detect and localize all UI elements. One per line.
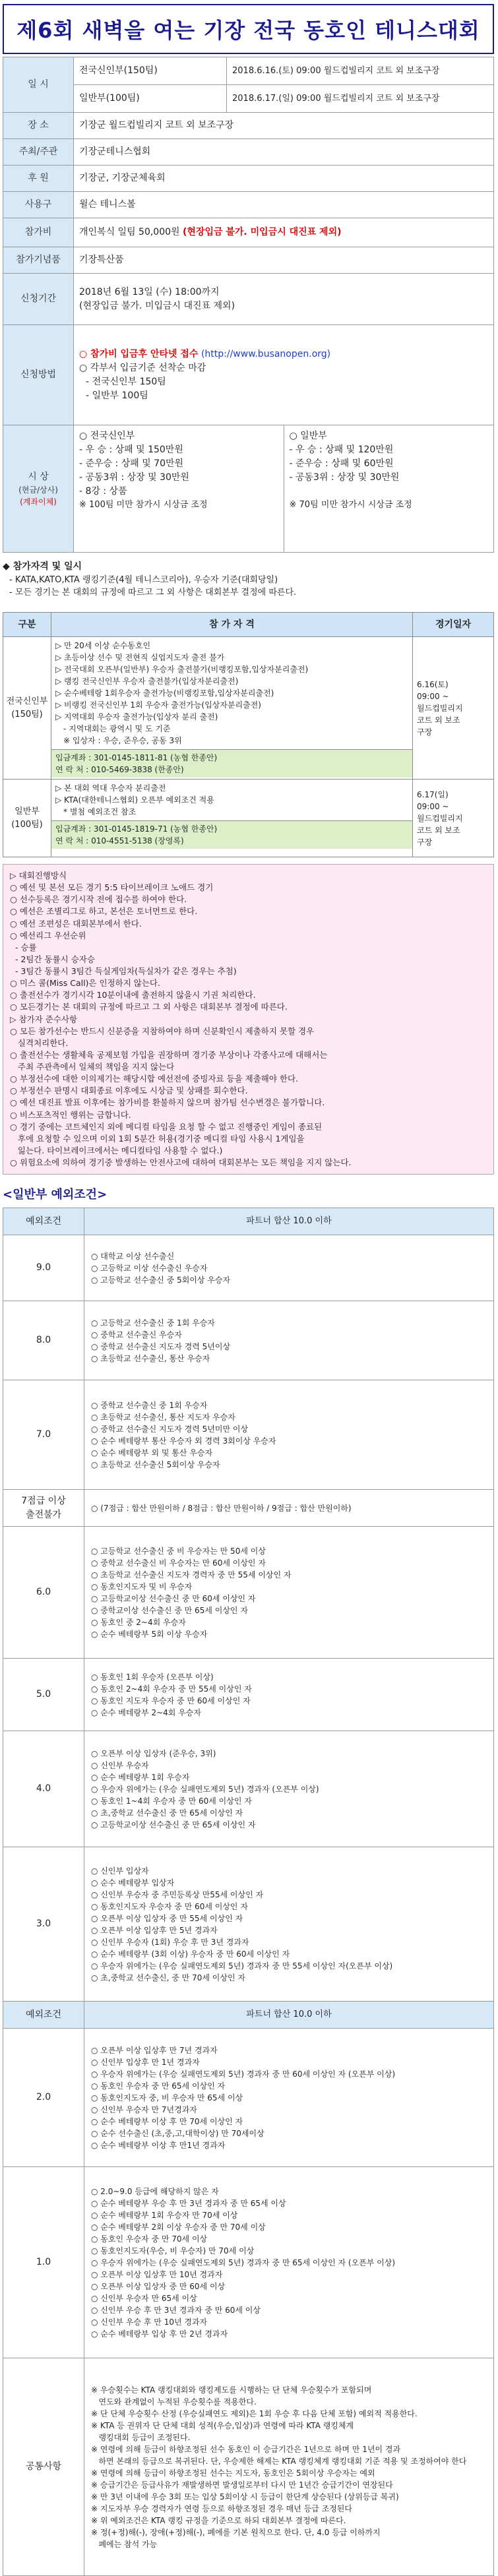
page-title: 제6회 새벽을 여는 기장 전국 동호인 테니스대회 [16,18,480,43]
exception-line: ○ 순수 베테랑부 2회 이상 우승자 중 만 70세 이상 [91,2222,266,2232]
exception-level: 예외조건 [3,2002,84,2029]
exception-row [3,1301,494,1380]
exception-line: 파트너 합산 10.0 이하 [246,2009,332,2020]
fee-amount: 개인복식 일팀 50,000원 [79,227,180,237]
exception-level: 7.0 [3,1380,84,1490]
rule-line: 잃는다. 타이브레이크에서는 메디컬타임 사용할 수 없다.) [10,1145,223,1155]
exception-line: ○ 순수 베테랑부 1회 우승자 [91,1772,190,1782]
schedule-detail-1: 2018.6.16.(토) 09:00 월드컵빌리지 코트 외 보조구장 [227,57,494,85]
exception-row [3,1490,494,1527]
exception-line: ○ 순수 베테랑부 (3회 이상) 우승자 중 만 60세 이상인 자 [91,1949,290,1959]
exception-line: ○ 대학교 이상 선수출신 [91,1251,175,1261]
exception-line: ※ 위 예외조건은 KTA 랭킹 규정을 기준으로 하되 대회본부 결정에 따른다. [91,2515,346,2525]
exception-line: ※ 우승횟수는 KTA 랭킹대회와 랭킹제도를 시행하는 단 단체 우승횟수가 포함되며 [91,2385,372,2395]
exceptions-header-left: 예외조건 [3,1208,84,1235]
exception-line: ○ 중학교 선수출신 지도자 경력 5년이상 [91,1341,231,1351]
method-link[interactable]: (http://www.busanopen.org) [201,348,331,359]
prize-label: 시 상 [28,471,49,482]
rookie-contact: 연 락 처 : 010-5469-3838 (한종안) [55,765,184,774]
rule-line: 후에 요청할 수 있으며 이외 1회 5분간 허용(경기중 메디컬 타임 사용시 1게임을 [10,1133,305,1144]
rule-line: ○ 선수등록은 경기시작 전에 접수를 하여야 한다. [10,894,187,905]
rule-line: ○ 미스 콜(Miss Call)은 인정하지 않는다. [10,978,160,989]
exception-row [3,1380,494,1490]
exception-level: 공통사항 [3,2358,84,2576]
rule-line: 실격처리한다. [10,1037,69,1048]
rule-line: - 2팀간 동률시 승자승 [10,954,95,964]
exception-line: ○ 고등학교 선수출신 중 5회이상 우승자 [91,1275,231,1285]
exception-line: ○ 동호인지도자 우승자 중 만 60세 이상인 자 [91,1901,248,1911]
exception-line: ○ 순수 베테랑부 통산 우승자 외 경력 3회이상 우승자 [91,1436,276,1446]
exception-conditions [84,1380,494,1490]
prize-value [74,425,494,553]
rule-line: ○ 부정선수 판명시 대회종료 이후에도 시상금 및 상패를 회수한다. [10,1086,248,1096]
exception-level: 2.0 [3,2029,84,2167]
general-account: 입금계좌 : 301-0145-1819-71 (농협 한종안) [55,824,218,834]
exception-line: ○ 동호인 1~4회 우승자 중 만 60세 이상인 자 [91,1796,252,1806]
date-general: 6.17(일) 09:00 ~ 월드컵빌리지 코트 외 보조 구장 [413,780,494,857]
title-banner [3,4,494,54]
rule-line: - 승률 [10,942,37,952]
exception-conditions [84,1731,494,1847]
notes-line-1: - KATA,KATO,KTA 랭킹기준(4월 테니스코리아), 우승자 기준(대회당일) [9,575,278,585]
exception-line: ○ 신인부 우승 후 만 10년 경과자 [91,2317,208,2327]
rule-line: ○ 경기 중에는 코트체인지 외에 메디컬 타임을 요청 할 수 없고 진행중인 게임이 종료된 [10,1121,323,1132]
exception-line: ※ 정(+정)해(-), 장애(+정)해(-), 폐에를 기본 원칙으로 한다. 단, 4.0 등급 이하까지 [91,2527,381,2537]
exception-line: 폐에는 참석 가능 [91,2539,158,2549]
rookie-payment [51,749,412,778]
exception-line: ○ 순수 베테랑부 입상자 [91,1878,175,1887]
qualification-notes [3,559,494,612]
exception-line: ○ 동호인지도자 및 비 우승자 [91,1581,193,1591]
rule-line: ○ 모든 참가선수는 반드시 신분증을 지참하여야 하며 신분확인시 제출하지 못할 경우 [10,1026,315,1036]
general-contact: 연 락 처 : 010-4551-5138 (장영록) [55,836,184,845]
exception-conditions [84,1527,494,1659]
exception-line: ○ 신인부 우승자 [91,1760,149,1770]
rule-line: ○ 부정선수에 대한 이의제기는 해당시합 예선전에 증빙자료 등을 제출해야 한다. [10,1074,299,1084]
notes-line-2: - 모든 경기는 본 대회의 규정에 따르고 그 외 사항은 대회본부 결정에 따른다. [9,588,297,598]
exception-conditions [84,1847,494,2002]
exception-line: 하면 본래의 등급으로 복귀된다. 단, 우승제한 해제는 KTA 랭킹체계 랭킹대회 기준 적용 및 조정하여야 한다 [91,2456,467,2466]
sponsor-label: 후 원 [3,166,74,192]
method-quota-1: - 전국신인부 150팀 [86,376,166,387]
rule-line: ○ 모든경기는 본 대회의 규정에 따르고 그 외 사항은 대회본부 결정에 따른다. [10,1002,288,1012]
division-general: 일반부 (100팀) [3,780,51,857]
exception-line: ○ 초등학교 선수출신 지도자 경력자 중 만 55세 이상인 자 [91,1570,292,1579]
exception-conditions [84,2358,494,2576]
method-label: 신청방법 [3,325,74,425]
exception-line: ○ 오픈부 이상 입상자 중 만 60세 이상 [91,2281,226,2291]
schedule-label: 일 시 [3,57,74,113]
exception-line: ※ 승급기간은 등급사유가 재발생하면 발생일로부터 다시 만 1년간 승급기간이 연장된다 [91,2480,393,2490]
exception-row [3,1731,494,1847]
rule-line: ○ 예선 및 본선 모든 경기 5:5 타이브레이크 노애드 경기 [10,882,214,893]
exception-level: 6.0 [3,1527,84,1659]
exception-line: ○ 동호인 1회 우승자 (오픈부 이상) [91,1672,214,1682]
exception-line: ○ 고등학교이상 선수출신 중 만 65세 이상인 자 [91,1820,256,1829]
exception-line: ○ 중학교 선수출신 중 1회 우승자 [91,1400,208,1410]
method-value [74,325,494,425]
rules-box [3,864,494,1175]
rule-line: ○ 출전선수는 생활체육 공제보험 가입을 권장하며 경기중 부상이나 각종사고에 대해서는 [10,1049,328,1060]
exception-conditions [84,1301,494,1380]
exception-line: ○ 순수 베테랑부 외 및 통산 우승자 [91,1448,213,1457]
venue-label: 장 소 [3,113,74,139]
exception-conditions [84,2167,494,2358]
exception-level: 3.0 [3,1847,84,2002]
host-label: 주최/주관 [3,139,74,166]
rule-line: 주최 주관측에서 일체의 책임을 지지 않는다 [10,1062,175,1072]
exception-line: ○ 오픈부 이상 입상후 만 10년 경과자 [91,2269,223,2279]
exception-line: ○ 동호인 우승자 중 만 65세 이상인 자 [91,2081,226,2091]
exception-line: ○ 동호인 중 2~4회 우승자 [91,1617,186,1627]
exception-line: ○ 초등학교 선수출신, 통산 지도자 우승자 [91,1412,235,1422]
exception-row [3,2002,494,2029]
exception-row [3,2358,494,2576]
rule-line: ○ 예선 대진표 발표 이후에는 참가비를 환불하지 않으며 참가팀 선수변경은 불가합니다. [10,1097,325,1108]
general-payment [51,820,412,849]
exception-line: ○ 우승자 위에가는 (우승 실패연도제외 5년) 경과자 중 만 65세 이상인 자 (오픈부 이상) [91,2257,396,2267]
fee-warning: (현장입금 불가. 미입금시 대진표 제외) [183,227,342,237]
rule-line: ▷ 참가자 준수사항 [10,1014,78,1024]
exception-line: ※ 만 3년 이내에 우승 3회 또는 입상 5회이상 시 등급이 한단계 상승된다 (상위등급 복귀) [91,2492,399,2501]
prize-label-sub: (현금/상사) [18,485,58,495]
exception-row [3,1235,494,1301]
exception-line: ○ 신인부 우승자 만 7년경과자 [91,2104,197,2114]
period-deadline: 2018년 6월 13일 (수) 18:00까지 [79,286,220,297]
rule-line: ○ 출전선수가 경기시각 10분이내에 출전하지 않을시 기권 처리한다. [10,990,256,1000]
period-note: (현장입금 불가. 미입금시 대진표 제외) [79,300,235,311]
exception-line: ○ 오픈부 이상 입상후 만 7년 경과자 [91,2045,218,2055]
exception-level: 9.0 [3,1235,84,1301]
rule-line: ○ 예선은 조별리그로 하고, 본선은 토너먼트로 한다. [10,906,198,917]
exception-conditions [84,2029,494,2167]
rule-line: ▷ 대회진행방식 [10,871,67,880]
info-table [3,57,494,553]
exception-line: ○ 동호인 우승자 중 만 70세 이상 [91,2234,208,2244]
exception-line: ○ 초등학교 선수출신 5회이상 우승자 [91,1459,220,1469]
exception-line: ○ 동호인 지도자 우승자 중 만 60세 이상인 자 [91,1696,251,1705]
ball-label: 사용구 [3,192,74,218]
exception-line: ○ 순수 베테랑부 2~4회 우승자 [91,1707,201,1717]
exception-line: ○ 순수 베테랑부 1회 우승자 만 70세 이상 [91,2210,238,2220]
exception-level: 5.0 [3,1659,84,1731]
participation-table [3,612,494,857]
col-division: 구분 [3,613,51,637]
rule-line: - 3팀간 동률시 3팀간 득실게임차(득실차가 같은 경우는 추첨) [10,966,237,976]
gift-value: 기장특산품 [74,247,494,274]
exception-row [3,1659,494,1731]
exception-line: ○ 우승자 위에가는 (우승 실패연도제외 5년) 경과자 중 만 60세 이상인 자 (오픈부 이상) [91,2069,396,2079]
document-sheet [3,4,494,2576]
exception-line: ○ 중학교 선수출신 지도자 경력 5년미만 이상 [91,1424,249,1434]
exception-line: ○ 신인부 우승자 (1회) 우승 후 만 3년 경과자 [91,1937,249,1947]
exception-level: 8.0 [3,1301,84,1380]
exception-line: ○ 초등학교 선수출신, 통산 우승자 [91,1353,210,1363]
exceptions-title: <일반부 예외조건> [3,1188,108,1202]
exception-line: ○ 순수 베테랑부 5회 이상 우승자 [91,1629,208,1639]
exception-line: ○ 순수 베테랑부 이상 후 만 70세 이상인 자 [91,2116,243,2126]
exception-line: ○ 신인부 입상자 [91,1866,149,1876]
rule-line: ○ 비스포츠적인 행위는 금합니다. [10,1109,131,1120]
date-rookie: 6.16(토) 09:00 ~ 월드컵빌리지 코트 외 보조 구장 [413,637,494,780]
exception-line: ○ 신인부 입상후 만 1년 경과자 [91,2057,200,2067]
exception-line: ○ 순수 베테랑부 우승 후 만 3년 경과자 중 만 65세 이상 [91,2198,286,2208]
exception-line: ※ 연령에 의해 등급이 하향조정된 선수 동호인 이 승급기간은 1년으로 하며 만 1년이 경과 [91,2444,401,2454]
exceptions-header-right: 파트너 합산 10.0 이하 [84,1208,494,1235]
exception-row [3,2167,494,2358]
exception-line: ○ 신인부 우승 후 만 3년 경과자 중 만 60세 이상 [91,2305,261,2315]
exception-line: ※ 지도자부 우승 경력자가 연령 등으로 하향조정된 경우 매년 등급 조정된다 [91,2503,352,2513]
exception-line: ○ 고등학교 이상 선수출신 우승자 [91,1263,208,1273]
exception-line: ○ 중학교 선수출신 비 우승자는 만 60세 이상인 자 [91,1558,266,1568]
exception-conditions [84,1235,494,1301]
exception-line: ○ 우승자 위에가는 (우승 실패연도제외 5년) 경과자 중 만 55세 이상인 자(오픈부 이상) [91,1961,393,1971]
schedule-detail-2: 2018.6.17.(일) 09:00 월드컵빌리지 코트 외 보조구장 [227,85,494,113]
qualification-general: ▷ 본 대회 역대 우승자 분리출전 ▷ KTA(대한테니스협회) 오픈부 예외조건 적용 * 별첨 예외조건 참조 입금계좌 : 301-0145-1819-71 (농협 한종안) 연 락 처 : 010-4551-5138 (장영록) [51,780,413,857]
exception-line: ○ 순수 베테랑부 이상 후 만1년 경과자 [91,2140,226,2150]
gift-label: 참가기념품 [3,247,74,274]
exception-line: 랭킹대회 등급이 조정된다. [91,2432,191,2442]
exception-row [3,2029,494,2167]
exception-line: ○ 동호인지도자 중, 비 우승자 만 65세 이상 [91,2093,243,2102]
period-label: 신청기간 [3,274,74,325]
exception-line: ○ 순수 선수출신 (초,중,고,대학이상) 만 70세이상 [91,2128,265,2138]
exception-row [3,1847,494,2002]
col-qualification: 참 가 자 격 [51,613,413,637]
exception-conditions [84,1659,494,1731]
prize-label-transfer: (계좌이체) [20,497,57,506]
exception-line: ○ 동호인지도자(우승, 비 우승자) 만 70세 이상 [91,2246,255,2255]
ball-value: 윌슨 테니스볼 [74,192,494,218]
exception-line: ○ 오픈부 이상 입상자 (준우승, 3위) [91,1748,216,1758]
notes-heading: ◆ 참가자격 및 일시 [3,561,82,572]
exception-line: ○ 고등학교 선수출신 중 1회 우승자 [91,1318,215,1328]
rule-line: ○ 예선 조편성은 대회본부에서 한다. [10,918,142,929]
method-rule: ○ 각부서 입금기준 선착순 마감 [79,362,206,373]
exception-line: ※ 연령에 의해 등급이 하향조정된 선수는 지도자, 동호인은 5회이상 우승자는 예외 [91,2468,375,2478]
exception-line: ○ 동호인 2~4회 우승자 중 만 55세 이상인 자 [91,1684,252,1694]
exceptions-table [3,1208,494,2576]
qualification-rookie: ▷ 만 20세 이상 순수동호인 ▷ 초등이상 선수 및 전현직 실업지도자 출전 불가 ▷ 전국대회 오픈부(일반부) 우승자 출전불가(비랭킹포함,입상자분리출전) ▷ 랭킹 전국신인부 우승자 출전불가(입상자분리출전) ▷ 순수베테랑 1회우승자 출전가능(비랭킹포함,입상자분리출전) ▷ 비랭킹 전국신인부 1회 우승자 출전가능(입상자분리출전) ▷ 지역대회 우승자 출전가능(입상자 분리 출전) - 지역대회는 광역시 및 도 기준 ※ 입상자 : 우승, 준우승, 공동 3위 입금계좌 : 301-0145-1811-81 (농협 한종안) 연 락 처 : 010-5469-3838 (한종안) [51,637,413,780]
venue-value: 기장군 월드컵빌리지 코트 외 보조구장 [74,113,494,139]
rule-line: ○ 예선리그 우선순위 [10,930,86,940]
fee-value [74,218,494,247]
exception-line: ○ (7점급 : 합산 만원이하 / 8점급 : 합산 만원이하 / 9점급 : 합산 만원이하) [91,1503,352,1513]
exception-line: ○ 신인부 우승자 중 주민등록상 만55세 이상인 자 [91,1889,264,1899]
exception-line: ○ 순수 베테랑부 입상 후 만 2년 경과자 [91,2329,228,2339]
schedule-division-1: 전국신인부(150팀) [74,57,227,85]
exception-level: 7점급 이상 출전불가 [3,1490,84,1527]
exception-conditions [84,2002,494,2029]
exception-line: ○ 초,중학교 선수출신, 중 만 70세 이상인 자 [91,1973,245,1982]
prize-general: ○ 일반부 - 우 승 : 상패 및 120만원 - 준우승 : 상패 및 60만원 - 공동3위 : 상장 및 30만원 ※ 70팀 미만 참가시 시상금 조정 [289,431,412,510]
fee-label: 참가비 [3,218,74,247]
exception-line: ○ 고등학교 선수출신 중 비 우승자는 만 50세 이상 [91,1546,266,1556]
exception-line: ※ KTA 등 권위자 단 단체 대회 성적(우승,입상)과 연령에 따라 KTA 랭킹체계 [91,2420,354,2430]
exception-line: ○ 초,중학교 선수출신 중 만 65세 이상인 자 [91,1808,243,1818]
col-date: 경기일자 [413,613,494,637]
exception-line: ○ 중학교 선수출신 우승자 [91,1330,182,1339]
rookie-account: 입금계좌 : 301-0145-1811-81 (농협 한종안) [55,753,218,762]
exception-line: ○ 신인부 우승자 만 65세 이상 [91,2293,197,2303]
exception-level: 1.0 [3,2167,84,2358]
exception-line: ○ 2.0~9.0 등급에 해당하지 않은 자 [91,2186,219,2196]
exception-row [3,1527,494,1659]
exception-level: 4.0 [3,1731,84,1847]
exception-line: ※ 단 단체 우승횟수 산정 (우승실패연도 제외)은 1회 우승 후 다음 단체 포함) 예외적 적용한다. [91,2408,418,2418]
exception-line: ○ 고등학교이상 선수출신 중 만 60세 이상인 자 [91,1593,256,1603]
exception-line: ○ 오픈부 이상 입상자 중 만 55세 이상인 자 [91,1913,243,1923]
method-notice: ○ 참가비 입금후 안타넷 접수 [79,348,199,359]
division-rookie: 전국신인부 (150팀) [3,637,51,780]
prize-rookie: ○ 전국신인부 - 우 승 : 상패 및 150만원 - 준우승 : 상패 및 70만원 - 공동3위 : 상장 및 30만원 - 8강 : 상품 ※ 100팀 미만 참가시 시상금 조정 [74,425,284,552]
exception-conditions [84,1490,494,1527]
method-quota-2: - 일반부 100팀 [86,390,148,401]
exception-line: ○ 중학교이상 선수출신 중 만 65세 이상인 자 [91,1605,248,1615]
prize-label-cell [3,425,74,553]
exception-line: ○ 우승자 위에가는 (우승 실패연도제외 5년) 경과자 (오픈부 이상) [91,1784,319,1794]
sponsor-value: 기장군, 기장군체육회 [74,166,494,192]
exception-line: 연도와 관계없이 누적된 우승횟수를 적용한다. [91,2397,257,2407]
period-value [74,274,494,325]
host-value: 기장군테니스협회 [74,139,494,166]
rule-line: ○ 위험요소에 의하여 경기중 발생하는 안전사고에 대하여 대회본부는 모든 책임을 지지 않는다. [10,1157,352,1167]
schedule-division-2: 일반부(100팀) [74,85,227,113]
exception-line: ○ 오픈부 이상 입상후 만 5년 경과자 [91,1925,218,1935]
